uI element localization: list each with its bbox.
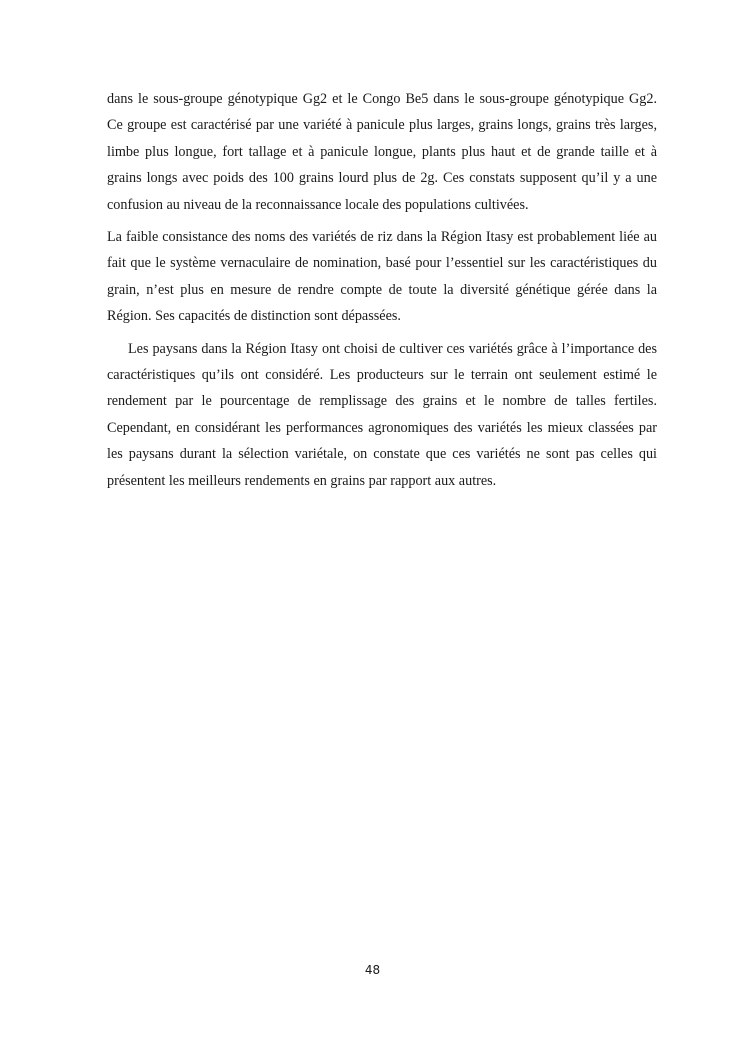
paragraph-variety-names: La faible consistance des noms des variétés de riz dans la Région Itasy est probablement liée au fait que le système vernaculaire de nomination, basé pour l’essentiel sur les caractéristiques du grain, n’est plus en mesure de rendre compte de toute la diversité génétique gérée dans la Région. Ses capacités de distinction sont dépassées. [107, 229, 657, 325]
paragraph-farmers-choice: Les paysans dans la Région Itasy ont choisi de cultiver ces variétés grâce à l’importance des caractéristiques qu’ils ont considéré. Les producteurs sur le terrain ont seulement estimé le rendement par le pourcentage de remplissage des grains et le nombre de talles fertiles. Cependant, en considérant les performances agronomiques des variétés les mieux classées par les paysans durant la sélection variétale, on constate que ces variétés ne sont pas celles qui présentent les meilleurs rendements en grains par rapport aux autres. [107, 340, 657, 489]
paragraph-genotypic-group: dans le sous-groupe génotypique Gg2 et le Congo Be5 dans le sous-groupe génotypique Gg2. Ce groupe est caractérisé par une variété à panicule plus larges, grains longs, grains très larges, limbe plus longue, fort tallage et à panicule longue, plants plus haut et de grande taille et à grains longs avec poids des 100 grains lourd plus de 2g. Ces constats supposent qu’il y a une confusion au niveau de la reconnaissance locale des populations cultivées. [107, 91, 657, 213]
page-number: 48 [364, 963, 381, 977]
body-text [107, 86, 657, 500]
